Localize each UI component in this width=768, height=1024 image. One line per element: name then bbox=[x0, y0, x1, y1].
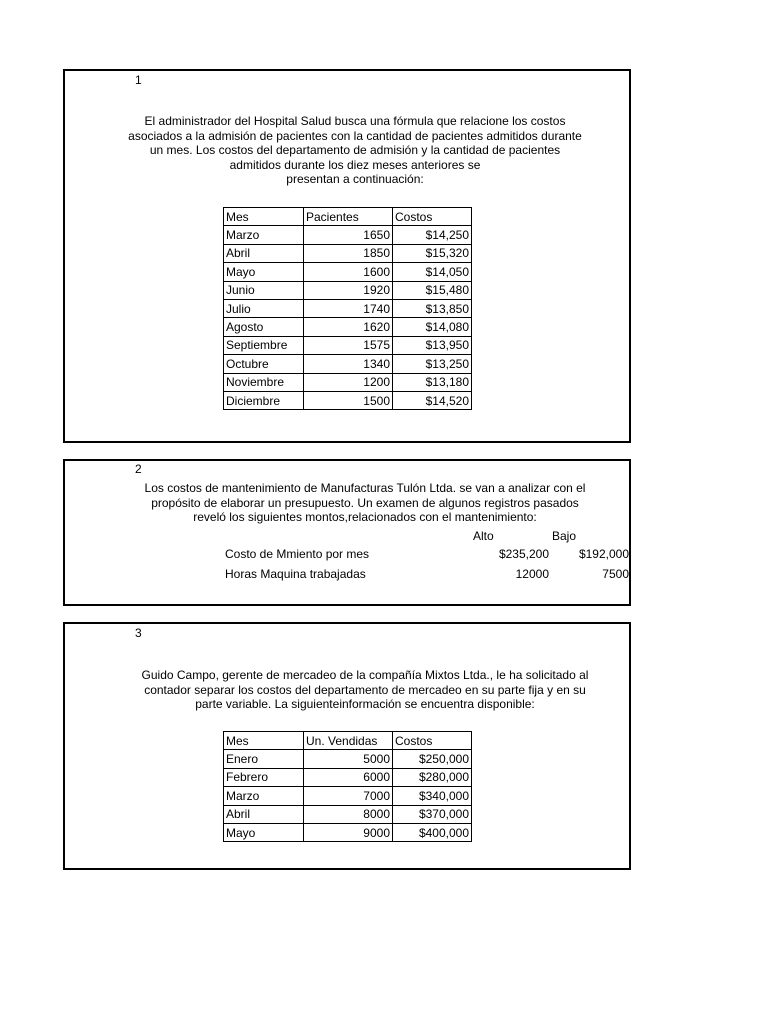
problem-3-statement bbox=[105, 668, 625, 712]
header-cell: Mes bbox=[224, 732, 304, 750]
cell-month: Mayo bbox=[224, 263, 304, 281]
units-cost-table bbox=[223, 731, 472, 842]
column-header-bajo: Bajo bbox=[552, 529, 577, 543]
statement-line: admitidos durante los diez meses anteriores se bbox=[229, 157, 481, 172]
table-header-row bbox=[224, 208, 472, 226]
table-row bbox=[224, 336, 472, 354]
value-hours-alto: 12000 bbox=[515, 567, 549, 581]
statement-line: Guido Campo, gerente de mercadeo de la compañía Mixtos Ltda., le ha solicitado al bbox=[141, 668, 589, 682]
cell-month: Diciembre bbox=[224, 391, 304, 409]
cell-cost: $280,000 bbox=[393, 768, 472, 786]
cell-month: Abril bbox=[224, 805, 304, 823]
cell-patients: 1620 bbox=[304, 318, 393, 336]
table-row bbox=[224, 391, 472, 409]
statement-line: asociados a la admisión de pacientes con la cantidad de pacientes admitidos durante bbox=[128, 128, 582, 143]
cell-cost: $13,180 bbox=[393, 373, 472, 391]
cell-units: 5000 bbox=[304, 750, 393, 768]
row-label-maintenance-cost: Costo de Mmiento por mes bbox=[225, 547, 370, 561]
header-cell: Costos bbox=[393, 732, 472, 750]
cell-patients: 1920 bbox=[304, 281, 393, 299]
header-cell: Pacientes bbox=[304, 208, 393, 226]
cell-cost: $13,850 bbox=[393, 299, 472, 317]
value-hours-bajo: 7500 bbox=[602, 567, 629, 581]
cell-month: Marzo bbox=[224, 226, 304, 244]
table-row bbox=[224, 373, 472, 391]
table-row bbox=[224, 244, 472, 262]
table-row bbox=[224, 299, 472, 317]
cell-units: 7000 bbox=[304, 787, 393, 805]
cell-month: Noviembre bbox=[224, 373, 304, 391]
cell-cost: $15,320 bbox=[393, 244, 472, 262]
patients-cost-table bbox=[223, 207, 472, 410]
cell-cost: $14,050 bbox=[393, 263, 472, 281]
problem-3-box bbox=[63, 622, 631, 870]
cell-month: Octubre bbox=[224, 355, 304, 373]
problem-2-box bbox=[63, 459, 631, 606]
header-cell: Un. Vendidas bbox=[304, 732, 393, 750]
cell-cost: $14,250 bbox=[393, 226, 472, 244]
statement-line: reveló los siguientes montos,relacionados con el mantenimiento: bbox=[193, 510, 537, 524]
header-cell: Mes bbox=[224, 208, 304, 226]
table-header-row bbox=[224, 732, 472, 750]
table-row bbox=[224, 805, 472, 823]
header-cell: Costos bbox=[393, 208, 472, 226]
cell-cost: $14,520 bbox=[393, 391, 472, 409]
cell-cost: $400,000 bbox=[393, 823, 472, 841]
column-header-alto: Alto bbox=[473, 529, 494, 543]
cell-month: Septiembre bbox=[224, 336, 304, 354]
statement-line: un mes. Los costos del departamento de admisión y la cantidad de pacientes bbox=[149, 143, 561, 157]
problem-number: 3 bbox=[135, 626, 142, 640]
cell-month: Mayo bbox=[224, 823, 304, 841]
problem-number: 2 bbox=[135, 462, 142, 476]
cell-units: 6000 bbox=[304, 768, 393, 786]
table-row bbox=[224, 318, 472, 336]
cell-patients: 1575 bbox=[304, 336, 393, 354]
cell-cost: $15,480 bbox=[393, 281, 472, 299]
cell-month: Enero bbox=[224, 750, 304, 768]
table-row bbox=[224, 355, 472, 373]
cell-month: Julio bbox=[224, 299, 304, 317]
table-row bbox=[224, 787, 472, 805]
cell-month: Junio bbox=[224, 281, 304, 299]
cell-month: Febrero bbox=[224, 768, 304, 786]
cell-cost: $250,000 bbox=[393, 750, 472, 768]
cell-patients: 1650 bbox=[304, 226, 393, 244]
table-row bbox=[224, 281, 472, 299]
value-cost-alto: $235,200 bbox=[498, 547, 549, 561]
table-row bbox=[224, 823, 472, 841]
value-cost-bajo: $192,000 bbox=[578, 547, 629, 561]
cell-month: Abril bbox=[224, 244, 304, 262]
cell-cost: $14,080 bbox=[393, 318, 472, 336]
row-label-machine-hours: Horas Maquina trabajadas bbox=[225, 567, 366, 581]
problem-1-box bbox=[63, 69, 631, 443]
cell-cost: $13,250 bbox=[393, 355, 472, 373]
problem-number: 1 bbox=[135, 73, 142, 87]
problem-1-statement bbox=[105, 114, 605, 187]
cell-patients: 1500 bbox=[304, 391, 393, 409]
statement-line: presentan a continuación: bbox=[286, 172, 424, 186]
statement-line: propósito de elaborar un presupuesto. Un examen de algunos registros pasados bbox=[151, 495, 579, 510]
cell-patients: 1850 bbox=[304, 244, 393, 262]
cell-patients: 1600 bbox=[304, 263, 393, 281]
cell-patients: 1740 bbox=[304, 299, 393, 317]
cell-units: 9000 bbox=[304, 823, 393, 841]
cell-month: Marzo bbox=[224, 787, 304, 805]
cell-month: Agosto bbox=[224, 318, 304, 336]
statement-line: Los costos de mantenimiento de Manufacturas Tulón Ltda. se van a analizar con el bbox=[144, 481, 586, 495]
statement-line: contador separar los costos del departamento de mercadeo en su parte fija y en su bbox=[144, 682, 586, 697]
cell-patients: 1200 bbox=[304, 373, 393, 391]
cell-units: 8000 bbox=[304, 805, 393, 823]
problem-2-statement bbox=[105, 481, 625, 525]
cell-cost: $370,000 bbox=[393, 805, 472, 823]
table-row bbox=[224, 768, 472, 786]
cell-patients: 1340 bbox=[304, 355, 393, 373]
table-row bbox=[224, 226, 472, 244]
cell-cost: $340,000 bbox=[393, 787, 472, 805]
statement-line: parte variable. La siguienteinformación se encuentra disponible: bbox=[195, 697, 535, 711]
cell-cost: $13,950 bbox=[393, 336, 472, 354]
statement-line: El administrador del Hospital Salud busca una fórmula que relacione los costos bbox=[144, 114, 566, 128]
table-row bbox=[224, 263, 472, 281]
table-row bbox=[224, 750, 472, 768]
